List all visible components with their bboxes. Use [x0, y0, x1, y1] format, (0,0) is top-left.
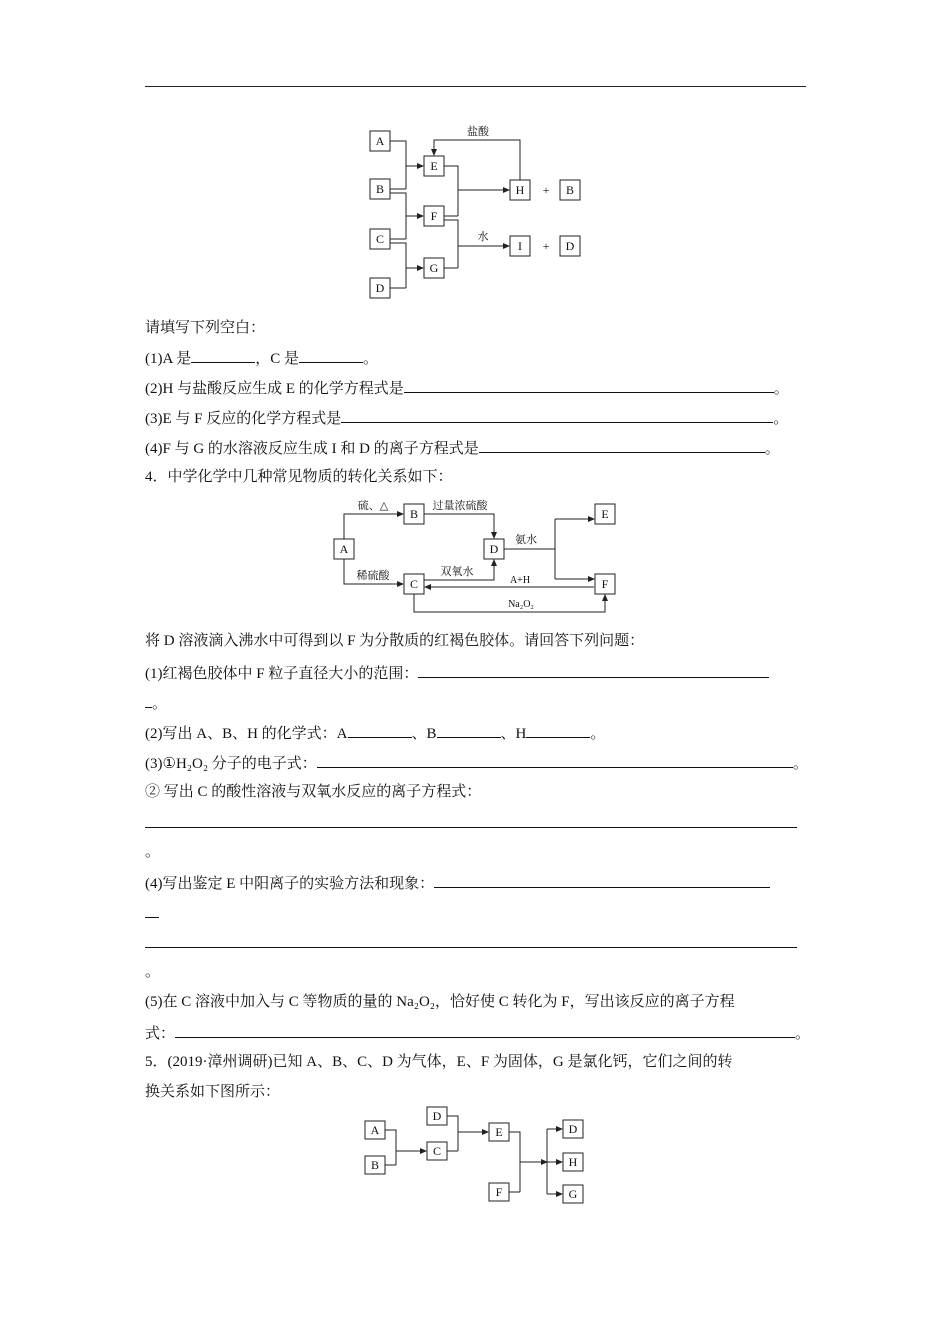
node-b2-label: B	[565, 183, 575, 197]
q4-title: 4．中学化学中几种常见物质的转化关系如下：	[145, 469, 453, 485]
q4-part5-b	[145, 1022, 810, 1044]
answer-blank-equation[interactable]	[404, 377, 774, 393]
node-c-label: C	[409, 577, 419, 591]
node-d-label: D	[375, 281, 385, 295]
q4-part2-h-text: 、H	[500, 726, 527, 742]
q3-intro: 请填写下列空白：	[145, 320, 266, 336]
q4-part3-2: ② 写出 C 的酸性溶液与双氧水反应的离子方程式：	[145, 784, 482, 800]
answer-blank-ionic-equation[interactable]	[479, 437, 765, 453]
q5-title-cont: 换关系如下图所示：	[145, 1084, 281, 1100]
q4-part4-text: (4)写出鉴定 E 中阳离子的实验方法和现象：	[145, 876, 435, 892]
node-i-label: I	[518, 239, 522, 253]
q4-part2-a-text: (2)写出 A、B、H 的化学式：A	[145, 726, 348, 742]
q3-part2-text: (2)H 与盐酸反应生成 E 的化学方程式是	[145, 381, 404, 397]
answer-blank-diameter[interactable]	[418, 662, 769, 678]
q3-part4	[145, 437, 780, 459]
node-h-label: H	[515, 183, 525, 197]
q4-part5-b-text: 式：	[145, 1026, 176, 1042]
node-f-label: F	[601, 577, 609, 591]
answer-blank-cont[interactable]	[145, 692, 152, 708]
q4-part4	[145, 872, 770, 894]
reaction-diagram-3	[360, 1104, 600, 1204]
period: 。	[764, 441, 780, 457]
answer-blank-a[interactable]	[191, 347, 255, 363]
answer-blank-b[interactable]	[437, 722, 501, 738]
answer-blank-method[interactable]	[145, 932, 797, 948]
node-a-label: A	[339, 542, 349, 556]
q4-part3-2-end: 。	[145, 844, 161, 860]
q4-stem: 将 D 溶液滴入沸水中可得到以 F 为分散质的红褐色胶体。请回答下列问题：	[145, 633, 645, 649]
node-d2-label: D	[568, 1122, 578, 1136]
header-rule	[145, 86, 806, 87]
node-b-label: B	[375, 182, 385, 196]
node-c-label: C	[375, 232, 385, 246]
reaction-diagram-2	[325, 495, 625, 620]
q4-part3-1	[145, 752, 808, 774]
node-e-label: E	[601, 507, 609, 521]
answer-blank-electron-formula[interactable]	[317, 752, 793, 768]
q4-part1-text: (1)红褐色胶体中 F 粒子直径大小的范围：	[145, 666, 419, 682]
node-f-label: F	[495, 1185, 503, 1199]
q4-part4-blank	[145, 932, 797, 954]
q3-part2	[145, 377, 789, 399]
q3-part1-a-text: (1)A 是	[145, 351, 192, 367]
node-g-label: G	[429, 261, 439, 275]
node-e-label: E	[430, 159, 438, 173]
node-a-label: A	[375, 134, 385, 148]
node-g-label: G	[568, 1187, 578, 1201]
period: 。	[363, 351, 379, 367]
period: 。	[795, 1026, 811, 1042]
plus-sign: +	[542, 183, 550, 197]
q3-part1-c-text: ，C 是	[255, 351, 300, 367]
q4-part4-end: 。	[145, 964, 161, 980]
q3-part3	[145, 407, 788, 429]
period: 。	[773, 411, 789, 427]
answer-blank-ionic-equation[interactable]	[145, 812, 797, 828]
answer-blank-c[interactable]	[299, 347, 363, 363]
q4-part1	[145, 662, 769, 684]
q4-part3-1-text: (3)①H₂O₂ 分子的电子式：	[145, 756, 317, 772]
q3-part4-text: (4)F 与 G 的水溶液反应生成 I 和 D 的离子方程式是	[145, 441, 479, 457]
node-d2-label: D	[565, 239, 575, 253]
node-d-label: D	[432, 1109, 442, 1123]
node-f-label: F	[430, 209, 438, 223]
node-e-label: E	[495, 1125, 503, 1139]
period: 。	[590, 726, 606, 742]
answer-blank-ionic-equation[interactable]	[175, 1022, 795, 1038]
q4-part1-cont	[145, 692, 167, 714]
period: 。	[152, 696, 168, 712]
node-b-label: B	[370, 1158, 380, 1172]
node-a-label: A	[370, 1123, 380, 1137]
plus-sign: +	[542, 239, 550, 253]
answer-blank-a[interactable]	[348, 722, 412, 738]
q4-part2-b-text: 、B	[411, 726, 437, 742]
dilute-h2so4-label: 稀硫酸	[356, 570, 390, 582]
q3-part3-text: (3)E 与 F 反应的化学方程式是	[145, 411, 342, 427]
q5-title: 5．(2019·漳州调研)已知 A、B、C、D 为气体，E、F 为固体，G 是氯化钙，它们之间的转	[145, 1054, 733, 1070]
q3-part1	[145, 347, 378, 369]
node-d-label: D	[489, 542, 499, 556]
node-c-label: C	[432, 1144, 442, 1158]
node-b-label: B	[409, 507, 419, 521]
sulfur-heat-label: 硫、△	[357, 500, 389, 512]
q4-part5: (5)在 C 溶液中加入与 C 等物质的量的 Na₂O₂，恰好使 C 转化为 F，写出该反应的离子方程	[145, 994, 735, 1010]
q4-part2	[145, 722, 605, 744]
a-plus-h-label: A+H	[509, 575, 531, 586]
h2o2-label: 双氧水	[440, 566, 474, 578]
answer-blank-cont[interactable]	[145, 902, 159, 918]
excess-conc-h2so4-label: 过量浓硫酸	[432, 500, 488, 512]
ammonia-label: 氨水	[515, 534, 537, 546]
q4-part4-cont	[145, 902, 159, 924]
node-h-label: H	[568, 1155, 578, 1169]
hcl-label: 盐酸	[467, 126, 489, 138]
answer-blank-equation[interactable]	[341, 407, 773, 423]
q4-part3-2-blank	[145, 812, 797, 834]
na2o2-label: Na₂O₂	[508, 599, 534, 610]
period: 。	[792, 756, 808, 772]
water-label: 水	[477, 231, 489, 243]
answer-blank-method[interactable]	[434, 872, 770, 888]
answer-blank-h[interactable]	[526, 722, 590, 738]
period: 。	[773, 381, 789, 397]
reaction-diagram-1	[360, 120, 600, 305]
